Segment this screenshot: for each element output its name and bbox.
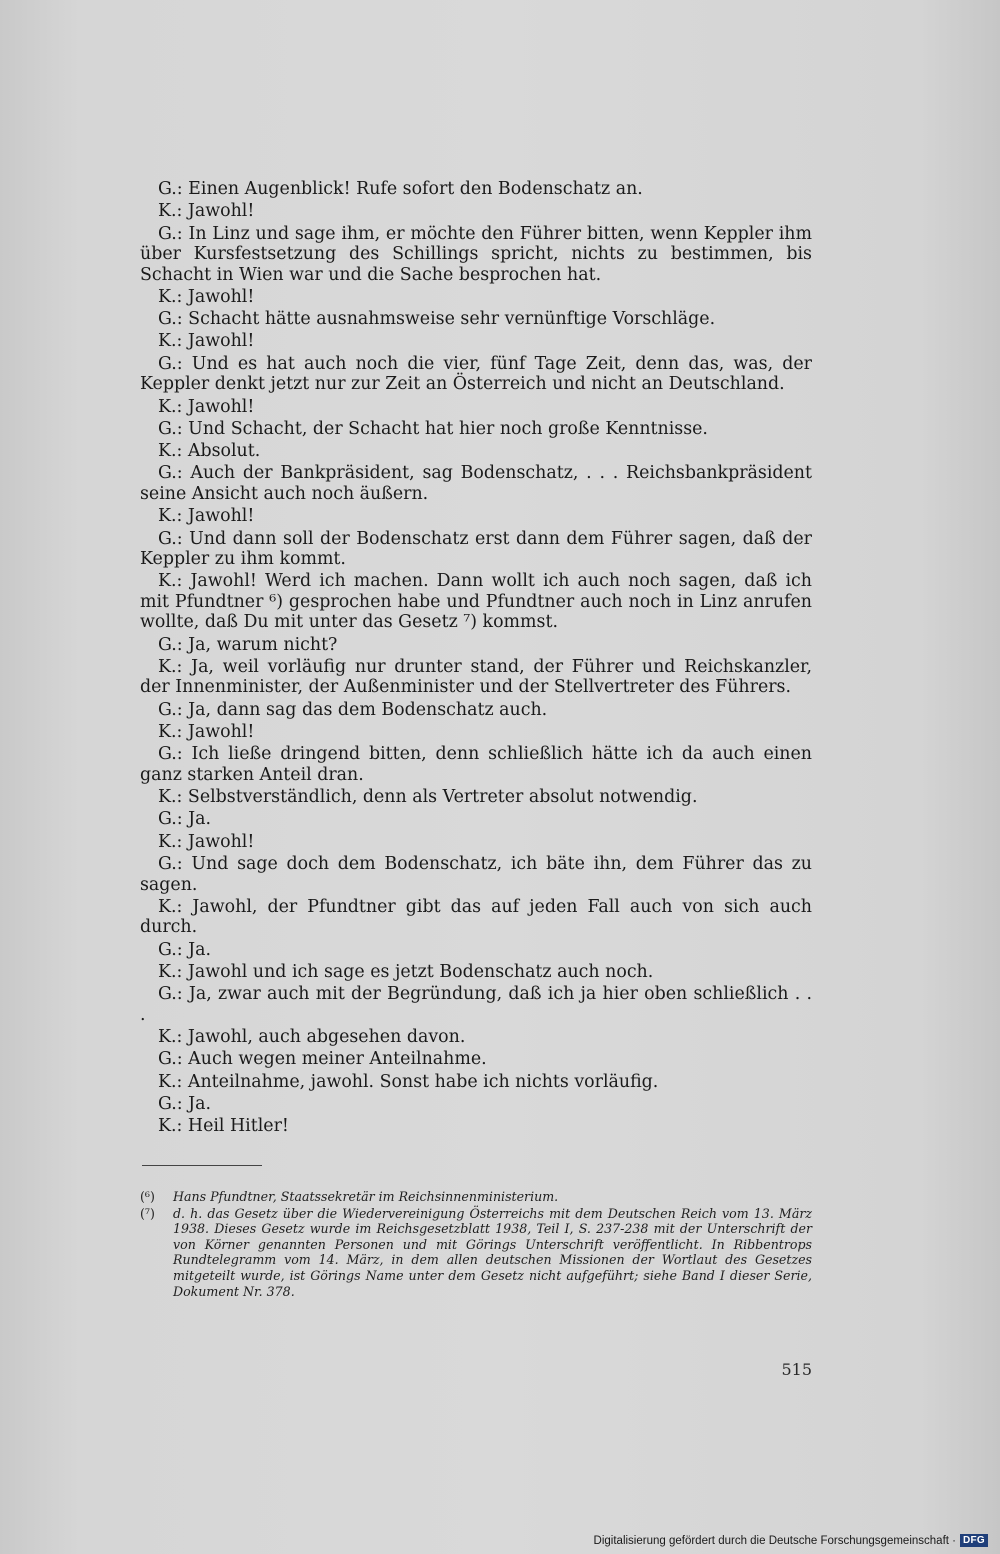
dialogue-line: G.: Ich ließe dringend bitten, denn schließlich hätte ich da auch einen ganz starken Anteil dran. xyxy=(140,744,812,785)
dfg-logo-icon: DFG xyxy=(960,1534,988,1547)
dialogue-line: G.: Ja. xyxy=(158,939,212,960)
dialogue-line: G.: Ja. xyxy=(158,809,212,830)
dialogue-line: K.: Jawohl! xyxy=(158,722,255,743)
dialogue-line: G.: Auch wegen meiner Anteilnahme. xyxy=(158,1049,487,1070)
footnote xyxy=(140,1189,812,1205)
digitization-footer xyxy=(594,1534,988,1547)
dialogue-line: K.: Jawohl! xyxy=(158,286,255,307)
dialogue-line: K.: Jawohl! xyxy=(158,201,255,222)
footnote xyxy=(140,1206,812,1300)
footnote-marker: (⁷) xyxy=(140,1205,155,1221)
dialogue-line: K.: Jawohl! Werd ich machen. Dann wollt ich auch noch sagen, daß ich mit Pfundtner ⁶) gesprochen habe und Pfundtner auch noch in Linz anrufen wollte, daß Du mit unter das Gesetz ⁷) kommst. xyxy=(140,571,812,633)
footnote-text: d. h. das Gesetz über die Wiedervereinigung Österreichs mit dem Deutschen Reich vom 13. März 1938. Dieses Gesetz wurde im Reichsgesetzblatt 1938, Teil I, S. 237-238 mit der Unterschrift der von Körner genannten Personen und mit Görings Unterschrift veröffentlicht. In Ribbentrops Rundtelegramm vom 14. März, in dem allen deutschen Missionen der Wortlaut des Gesetzes mitgeteilt wurde, ist Görings Name unter dem Gesetz nicht aufgeführt; siehe Band I dieser Serie, Dokument Nr. 378. xyxy=(173,1205,812,1299)
dialogue-line: G.: Und dann soll der Bodenschatz erst dann dem Führer sagen, daß der Keppler zu ihm kommt. xyxy=(140,528,812,570)
dialogue-line: K.: Jawohl! xyxy=(158,831,255,852)
dialogue-line: K.: Heil Hitler! xyxy=(158,1116,289,1137)
footnote-divider xyxy=(142,1165,262,1166)
dialogue-line: G.: Ja. xyxy=(158,1093,212,1114)
dialogue-transcript xyxy=(140,179,812,1139)
dialogue-line: K.: Absolut. xyxy=(158,441,261,462)
page-number: 515 xyxy=(781,1360,812,1379)
dialogue-line: G.: Und sage doch dem Bodenschatz, ich bäte ihn, dem Führer das zu sagen. xyxy=(140,854,812,895)
dialogue-line: G.: Und Schacht, der Schacht hat hier noch große Kenntnisse. xyxy=(158,418,708,439)
dialogue-line: K.: Anteilnahme, jawohl. Sonst habe ich nichts vorläufig. xyxy=(158,1071,659,1092)
dialogue-line: K.: Jawohl! xyxy=(158,506,255,527)
dialogue-line: G.: Auch der Bankpräsident, sag Bodenschatz, . . . Reichsbankpräsident seine Ansicht auch noch äußern. xyxy=(140,463,812,504)
dialogue-line: G.: Schacht hätte ausnahmsweise sehr vernünftige Vorschläge. xyxy=(158,309,716,330)
dialogue-line: G.: Ja, warum nicht? xyxy=(158,634,338,655)
footnotes xyxy=(140,1189,812,1300)
dialogue-line: G.: Ja, zwar auch mit der Begründung, daß ich ja hier oben schließlich . . . xyxy=(140,984,812,1025)
dialogue-line: G.: In Linz und sage ihm, er möchte den Führer bitten, wenn Keppler ihm über Kursfestsetzung des Schillings spricht, nichts zu bestimmen, bis Schacht in Wien war und die Sache besprochen hat. xyxy=(140,223,812,285)
funding-notice: Digitalisierung gefördert durch die Deutsche Forschungsgemeinschaft · xyxy=(593,1534,956,1547)
dialogue-line: K.: Jawohl und ich sage es jetzt Bodenschatz auch noch. xyxy=(158,961,654,982)
dialogue-line: K.: Jawohl, auch abgesehen davon. xyxy=(158,1027,466,1048)
footnote-text: Hans Pfundtner, Staatssekretär im Reichsinnenministerium. xyxy=(173,1189,559,1204)
dialogue-line: K.: Selbstverständlich, denn als Vertreter absolut notwendig. xyxy=(158,787,698,808)
dialogue-line: G.: Einen Augenblick! Rufe sofort den Bodenschatz an. xyxy=(158,179,643,199)
footnote-marker: (⁶) xyxy=(140,1189,155,1204)
dialogue-line: K.: Jawohl, der Pfundtner gibt das auf jeden Fall auch von sich auch durch. xyxy=(140,896,812,938)
dialogue-line: K.: Ja, weil vorläufig nur drunter stand, der Führer und Reichskanzler, der Innenminister, der Außenminister und der Stellvertreter des Führers. xyxy=(140,656,812,698)
dialogue-line: G.: Ja, dann sag das dem Bodenschatz auch. xyxy=(158,699,548,720)
dialogue-line: K.: Jawohl! xyxy=(158,396,255,417)
dialogue-line: G.: Und es hat auch noch die vier, fünf Tage Zeit, denn das, was, der Keppler denkt jetzt nur zur Zeit an Österreich und nicht an Deutschland. xyxy=(140,353,812,395)
dialogue-line: K.: Jawohl! xyxy=(158,331,255,352)
